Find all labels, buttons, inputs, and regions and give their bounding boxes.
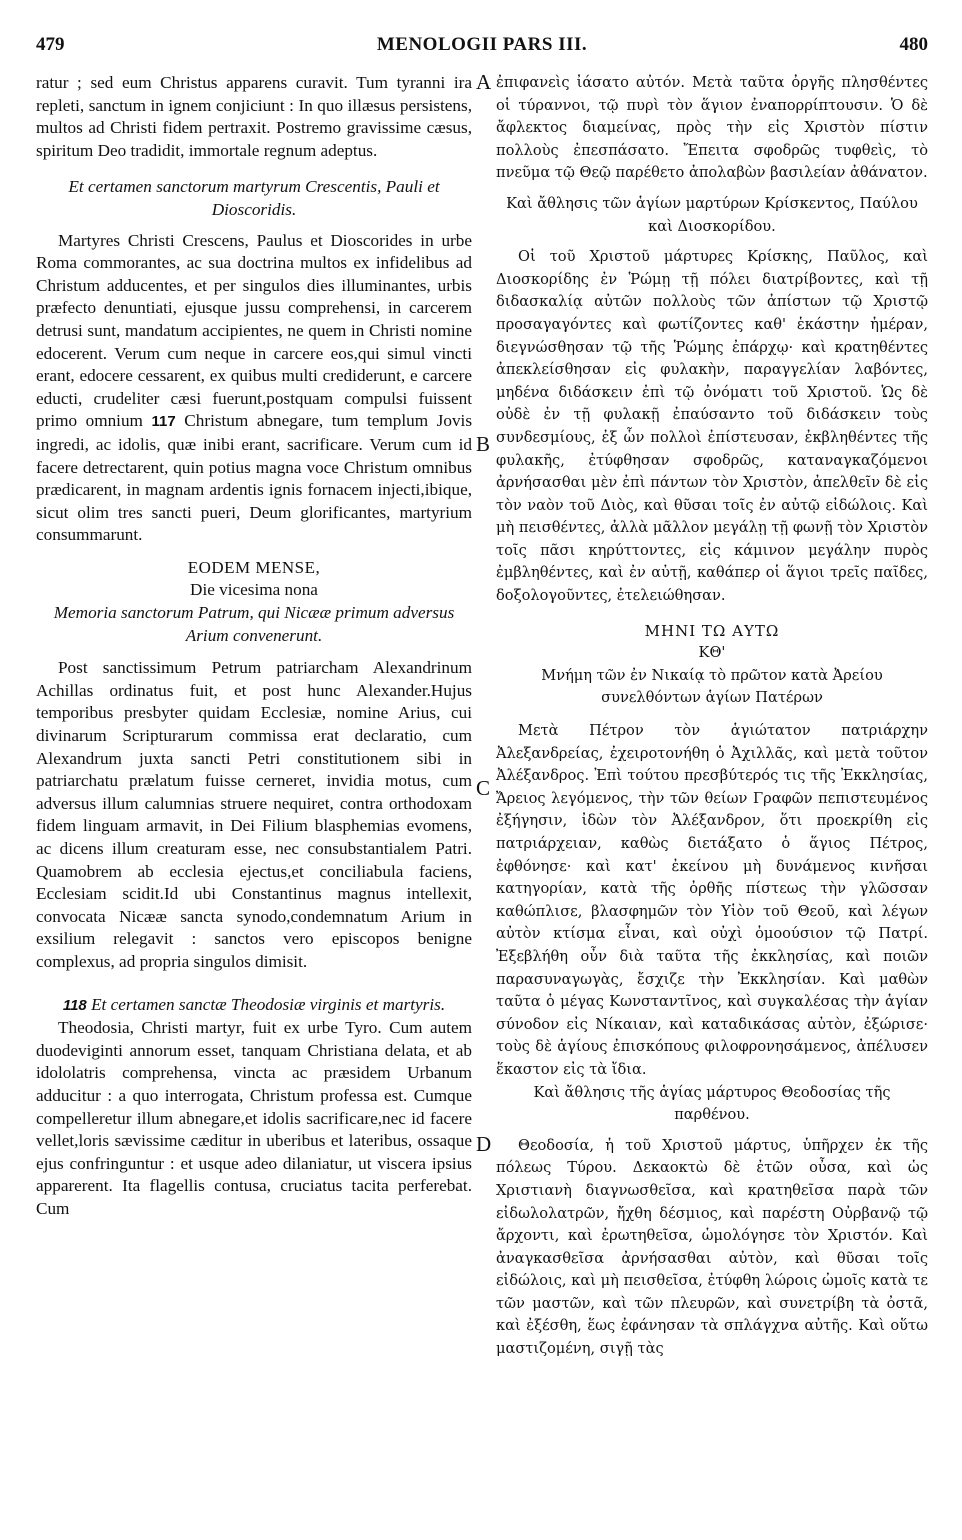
greek-heading-same-month: ΜΗΝΙ ΤΩ ΑΥΤΩ xyxy=(644,621,780,640)
margin-marker-b: B xyxy=(476,432,491,456)
latin-heading-theodosia: 118 Et certamen sanctæ Theodosiæ virginis et martyris. xyxy=(62,994,446,1014)
latin-heading-nicaea: Memoria sanctorum Patrum, qui Nicææ primum adversus Arium convenerunt. xyxy=(53,603,455,645)
page-number-right: 480 xyxy=(899,34,928,55)
greek-paragraph-1: ἐπιφανεὶς ἰάσατο αὐτόν. Μετὰ ταῦτα ὀργῆς πλησθέντες οἱ τύραννοι, τῷ πυρὶ τὸν ἅγιον ἐναπορρίπτουσιν. Ὁ δὲ ἄφλεκτος διαμείνας, πρὸς τὴν εἰς Χριστὸν πίστιν πολλοὺς ἐπεσπάσατο. Ἔπειτα σφοδρῶς τυφθεὶς, τὸ πνεῦμα τῷ Θεῷ παρέθετο ἀπολαβὼν βασιλείαν ἀθάνατον. xyxy=(496,74,928,182)
latin-paragraph-3: Post sanctissimum Petrum patriarcham Alexandrinum Achillas ordinatus fuit, et post hunc Alexander.Hujus temporibus presbyter quidam Ecclesiæ, nomine Arius, cui divinarum Scripturarum commissa erat declaratio, cum Alexandrum juxta sancti Petri constitutionem sibi in patriarchatu prælatum fuisse cerneret, invidia motus, cum adversus illum calumnias struere nequiret, contra orthodoxam fidem linguam armavit, in Dei Filium blasphemias evomens, ac dicens illum creaturam esse, nec consubstantialem Patri. Quamobrem ab ecclesia ejectus,et conciliabula faciens, Ecclesiam scidit.Id ubi Constantinus magnus intellexit, convocata Nicææ sancta synodo,condemnatum Arium in exsilium relegavit : sanctos vero episcopos benigne complexus, ad propria singulos dimisit. xyxy=(36,658,472,971)
margin-marker-c: C xyxy=(476,776,491,800)
greek-heading-crescens: Καὶ ἄθλησις τῶν ἁγίων μαρτύρων Κρίσκεντος, Παύλου καὶ Διοσκορίδου. xyxy=(506,194,918,235)
latin-paragraph-1: ratur ; sed eum Christus apparens curavit. Tum tyranni ira repleti, sanctum in ignem conjiciunt : In quo illæsus persistens, multos ad Christi fidem pertraxit. Postremo gravissime cæsus, spiritum Deo tradidit, immortale regnum adeptus. xyxy=(36,73,472,160)
greek-column xyxy=(496,72,928,1361)
running-header xyxy=(36,34,928,58)
section-number-118: 118 xyxy=(62,996,87,1014)
section-number-117: 117 xyxy=(151,413,176,431)
margin-marker-a: A xyxy=(476,70,492,94)
latin-heading-day: Die vicesima nona xyxy=(190,580,318,600)
greek-paragraph-4: Θεοδοσία, ἡ τοῦ Χριστοῦ μάρτυς, ὑπῆρχεν ἐκ τῆς πόλεως Τύρου. Δεκαοκτὼ δὲ ἐτῶν οὖσα, καὶ ὡς Χριστιανὴ διαγνωσθεῖσα, καὶ κρατηθεῖσα παρὰ τῶν εἰδωλολατρῶν, ἤχθη δέσμιος, καὶ παρέστη Οὐρβανῷ τῷ ἄρχοντι, καὶ ἐρωτηθεῖσα, ὡμολόγησε τὸν Χριστόν. Καὶ ἀναγκασθεῖσα ἀρνήσασθαι αὐτὸν, καὶ θῦσαι τοῖς εἰδώλοις, καὶ μὴ πεισθεῖσα, ἐτύφθη λώροις ὠμοῖς κατὰ τε τῶν μαστῶν, καὶ τῶν πλευρῶν, καὶ συνετρίβη τὰ ὀστᾶ, καὶ ἐξέσθη, ἕως ἐφάνησαν τὰ σπλάγχνα αὐτῆς. Καὶ οὕτω μαστιζομένη, σιγῇ τὰς xyxy=(496,1136,928,1358)
latin-paragraph-2: Martyres Christi Crescens, Paulus et Dioscorides in urbe Roma commorantes, ac sua doctrina multos ex infidelibus ad Christum adducentes, et per singulos dies illuminantes, urbis præfecto denuntiati, ejusque jussu comprehensi, in carcerem detrusi sunt, mandatum accipientes, ne quem in Christi nomine edocerent. Verum cum neque in carcere eos,qui simul vincti erant, edocere cessarent, ex quibus multi crediderunt, e carcere educti, crudeliter cæsi fuerunt,postquam compulsi fuissent primo omnium 117 Christum abnegare, tum templum Jovis ingredi, ac idolis, quæ inibi erant, sacrificare. Verum cum id facere detrectarent, quin potius magna voce Christum omnibus prædicarent, in magnam ardentis ignis fornacem injecti,ibique, sicut olim tres sancti pueri, Deum glorificantes, martyrium consummarunt. xyxy=(36,230,473,545)
latin-heading-eodem-mense: EODEM MENSE, xyxy=(187,557,321,577)
greek-heading-theodosia: Καὶ ἄθλησις τῆς ἁγίας μάρτυρος Θεοδοσίας τῆς παρθένου. xyxy=(533,1083,891,1124)
margin-marker-d: D xyxy=(476,1132,492,1156)
greek-paragraph-3: Μετὰ Πέτρον τὸν ἁγιώτατον πατριάρχην Ἀλεξανδρείας, ἐχειροτονήθη ὁ Ἀχιλλᾶς, καὶ μετὰ τοῦτον Ἀλέξανδρος. Ἐπὶ τούτου πρεσβύτερός τις τῆς Ἐκκλησίας, Ἄρειος λεγόμενος, τὴν τῶν θείων Γραφῶν πεπιστευμένος ἐξήγησιν, ἰδὼν τὸν Ἀλέξανδρον, ὅτι προεκρίθη εἰς πατριάρχειαν, καθὼς διετάξατο ὁ ἅγιος Πέτρος, ἐφθόνησε· καὶ κατ' ἐκείνου μὴ δυνάμενος κινῆσαι κατηγορίαν, κατὰ τῆς ὀρθῆς πίστεως τὴν γλῶσσαν καθώπλισε, βλασφημῶν τὸν Υἱὸν τοῦ Θεοῦ, καὶ λέγων αὐτὸν κτίσμα εἶναι, καὶ οὐχὶ ὁμοούσιον τῷ Πατρί. Ἐξεβλήθη οὖν διὰ ταῦτα τῆς ἐκκλησίας, καὶ ποιῶν παρασυναγωγὰς, ἔσχιζε τὴν Ἐκκλησίαν. Καὶ μαθὼν ταῦτα ὁ μέγας Κωνσταντῖνος, καὶ συγκαλέσας τὴν ἁγίαν σύνοδον εἰς Νίκαιαν, καὶ καταδικάσας αὐτὸν, ἐξώρισε· τοὺς δὲ ἁγίους ἐπισκόπους φιλοφρονησάμενος, ἀπέλυσεν ἕκαστον εἰς τὰ ἴδια. xyxy=(496,722,928,1078)
page-number-left: 479 xyxy=(36,34,65,55)
running-title: MENOLOGII PARS III. xyxy=(376,34,588,55)
greek-heading-nicaea: Μνήμη τῶν ἐν Νικαίᾳ τὸ πρῶτον κατὰ Ἀρείου συνελθόντων ἁγίων Πατέρων xyxy=(541,666,883,707)
latin-column xyxy=(36,72,472,1221)
latin-paragraph-4: Theodosia, Christi martyr, fuit ex urbe Tyro. Cum autem duodeviginti annorum esset, tanquam Christiana delata, et ab idololatris comprehensa, vincta ac præsidem Urbanum adducitur : a quo interrogata, Christum professa est. Cumque compelleretur illum abnegare,et idolis sacrificare,nec id facere vellet,loris sævissime cæditur in uberibus et lateribus, ossaque ejus confringuntur : et usque adeo dilaniatur, ut viscera ipsius apparerent. Ita flagellis contusa, cruciatus tacita perferebat. Cum xyxy=(36,1018,472,1218)
greek-heading-day: ΚΘ' xyxy=(698,644,726,662)
greek-paragraph-2: Οἱ τοῦ Χριστοῦ μάρτυρες Κρίσκης, Παῦλος, καὶ Διοσκορίδης ἐν Ῥώμῃ τῇ πόλει διατρίβοντες, καὶ τῇ διδασκαλίᾳ αὐτῶν πολλοὺς τῶν ἀπίστων τῷ Χριστῷ προσαγαγόντες καὶ φωτίζοντες καθ' ἑκάστην ἡμέραν, διεγνώσθησαν τῷ τῆς Ῥώμης ἐπάρχῳ· καὶ κρατηθέντες ἀπεκλείσθησαν εἰς φυλακὴν, παραγγελίαν λαβόντες, μηδένα διδάσκειν ἐπὶ τῷ ὀνόματι τοῦ Χριστοῦ. Ὡς δὲ οὐδὲ ἐν τῇ φυλακῇ ἐπαύσαντο τοῦ διδάσκειν τοὺς συνδεσμίους, ἐξ ὧν πολλοὶ ἐπίστευσαν, ἐκβληθέντες τῆς φυλακῆς, ἐτύφθησαν σφοδρῶς, καταναγκαζόμενοι ἀρνήσασθαι μὲν ἐπὶ πάντων τὸν Χριστὸν, ἀπελθεῖν δὲ εἰς τὸν ναὸν τοῦ Διὸς, καὶ θῦσαι τοῖς ἐν αὐτῷ εἰδώλοις. Καὶ μὴ πεισθέντες, ἀλλὰ μᾶλλον μεγάλῃ τῇ φωνῇ τὸν Χριστὸν τοῖς πᾶσι κηρύττοντες, εἰς κάμινον μεγάλην πυρὸς ἐμβληθέντες, καὶ ἐν αὐτῇ, καθάπερ οἱ ἅγιοι τρεῖς παῖδες, δοξολογοῦντες, ἐτελειώθησαν. xyxy=(496,248,928,605)
latin-heading-crescens: Et certamen sanctorum martyrum Crescentis, Pauli et Dioscoridis. xyxy=(68,177,440,219)
